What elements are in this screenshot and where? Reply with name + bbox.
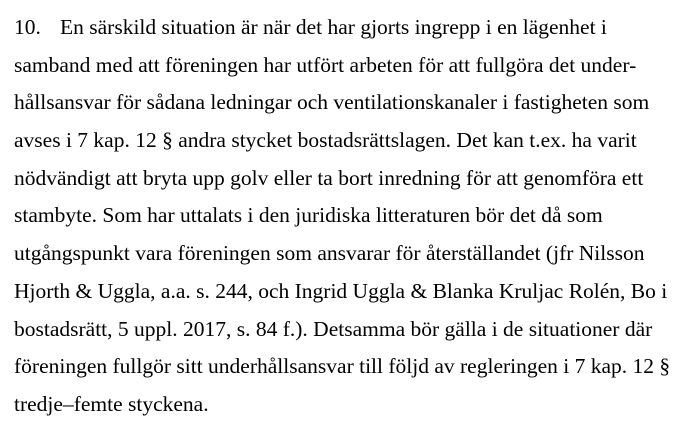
text-line: föreningen fullgör sitt underhållsansvar till följd av regleringen i 7 kap. 12 §	[14, 354, 671, 379]
text-line	[14, 9, 694, 47]
line-text: En särskild situation är när det har gjorts ingrepp i en lägenhet i	[60, 15, 607, 39]
document-paragraph	[14, 9, 694, 424]
text-line: stambyte. Som har uttalats i den juridiska litteraturen bör det då som	[14, 203, 603, 228]
text-line: samband med att föreningen har utfört arbeten för att fullgöra det under-	[14, 52, 637, 77]
text-line: Hjorth & Uggla, a.a. s. 244, och Ingrid Uggla & Blanka Kruljac Rolén, Bo i	[14, 278, 668, 303]
text-line: nödvändigt att bryta upp golv eller ta bort inredning för att genomföra ett	[14, 165, 644, 190]
text-line: bostadsrätt, 5 uppl. 2017, s. 84 f.). Detsamma bör gälla i de situationer där	[14, 316, 653, 341]
text-line: avses i 7 kap. 12 § andra stycket bostadsrättslagen. Det kan t.ex. ha varit	[14, 128, 637, 153]
text-line: hållsansvar för sådana ledningar och ventilationskanaler i fastigheten som	[14, 90, 650, 115]
text-line: tredje–femte styckena.	[14, 391, 209, 416]
text-line: utgångspunkt vara föreningen som ansvarar för återställandet (jfr Nilsson	[14, 241, 645, 266]
paragraph-number: 10.	[14, 15, 41, 39]
